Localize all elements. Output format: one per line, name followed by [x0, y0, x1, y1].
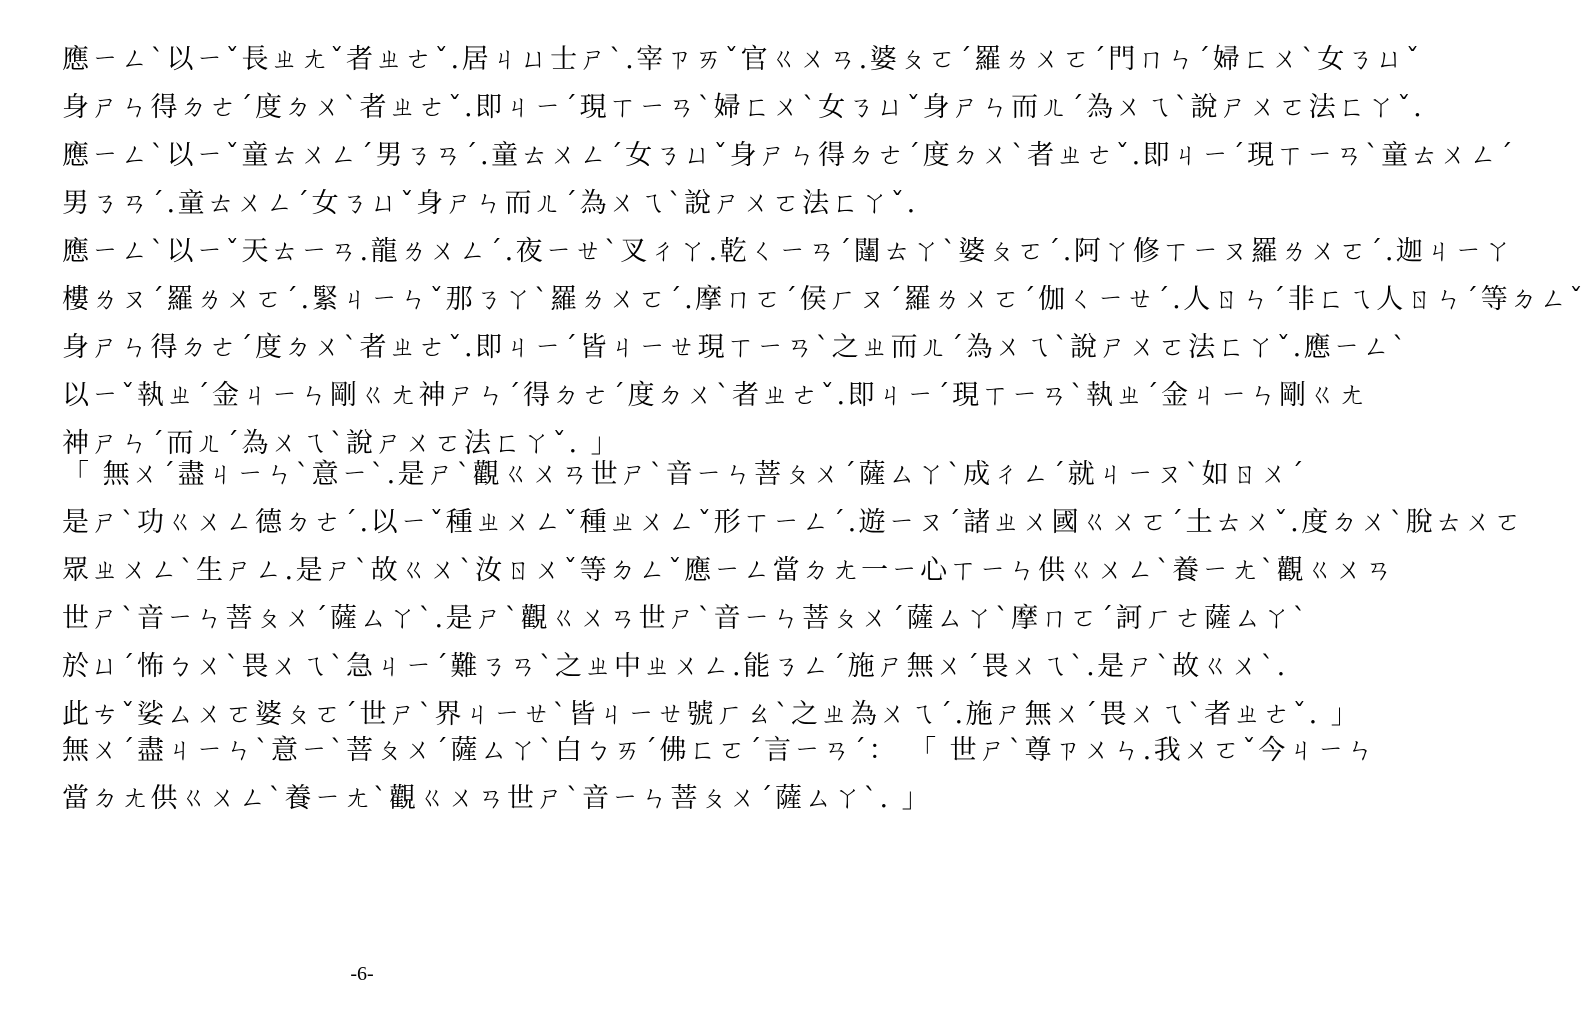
- text-line: 「 無ㄨˊ盡ㄐㄧㄣˋ意ㄧˋ.是ㄕˋ觀ㄍㄨㄢ世ㄕˋ音ㄧㄣ菩ㄆㄨˊ薩ㄙㄚˋ成ㄔㄥˊ就ㄐㄧㄡˋ如ㄖㄨˊ: [62, 459, 1307, 490]
- paragraph-1: [62, 36, 1585, 468]
- text-line: 應ㄧㄥˋ以ㄧˇ長ㄓㄤˇ者ㄓㄜˇ.居ㄐㄩ士ㄕˋ.宰ㄗㄞˇ官ㄍㄨㄢ.婆ㄆㄛˊ羅ㄌㄨㄛˊ門ㄇㄣˊ婦ㄈㄨˋ女ㄋㄩˇ: [62, 44, 1422, 75]
- text-line: 以ㄧˇ執ㄓˊ金ㄐㄧㄣ剛ㄍㄤ神ㄕㄣˊ得ㄉㄜˊ度ㄉㄨˋ者ㄓㄜˇ.即ㄐㄧˊ現ㄒㄧㄢˋ執ㄓˊ金ㄐㄧㄣ剛ㄍㄤ: [62, 380, 1368, 411]
- text-line: 身ㄕㄣ得ㄉㄜˊ度ㄉㄨˋ者ㄓㄜˇ.即ㄐㄧˊ現ㄒㄧㄢˋ婦ㄈㄨˋ女ㄋㄩˇ身ㄕㄣ而ㄦˊ為ㄨㄟˋ說ㄕㄨㄛ法ㄈㄚˇ.: [62, 92, 1425, 123]
- text-line: 男ㄋㄢˊ.童ㄊㄨㄥˊ女ㄋㄩˇ身ㄕㄣ而ㄦˊ為ㄨㄟˋ說ㄕㄨㄛ法ㄈㄚˇ.: [62, 188, 918, 219]
- text-line: 於ㄩˊ怖ㄅㄨˋ畏ㄨㄟˋ急ㄐㄧˊ難ㄋㄢˋ之ㄓ中ㄓㄨㄥ.能ㄋㄥˊ施ㄕ無ㄨˊ畏ㄨㄟˋ.是ㄕˋ故ㄍㄨˋ.: [62, 651, 1288, 682]
- text-line: 樓ㄌㄡˊ羅ㄌㄨㄛˊ.緊ㄐㄧㄣˇ那ㄋㄚˋ羅ㄌㄨㄛˊ.摩ㄇㄛˊ侯ㄏㄡˊ羅ㄌㄨㄛˊ伽ㄑㄧㄝˊ.人ㄖㄣˊ非ㄈㄟ人ㄖㄣˊ等ㄉㄥˇ: [62, 284, 1585, 315]
- text-line: 應ㄧㄥˋ以ㄧˇ天ㄊㄧㄢ.龍ㄌㄨㄥˊ.夜ㄧㄝˋ叉ㄔㄚ.乾ㄑㄧㄢˊ闥ㄊㄚˋ婆ㄆㄛˊ.阿ㄚ修ㄒㄧㄡ羅ㄌㄨㄛˊ.迦ㄐㄧㄚ: [62, 236, 1514, 267]
- paragraph-3: [62, 727, 1377, 823]
- text-line: 眾ㄓㄨㄥˋ生ㄕㄥ.是ㄕˋ故ㄍㄨˋ汝ㄖㄨˇ等ㄉㄥˇ應ㄧㄥ當ㄉㄤ一ㄧ心ㄒㄧㄣ供ㄍㄨㄥˋ養ㄧㄤˋ觀ㄍㄨㄢ: [62, 555, 1395, 586]
- text-line: 此ㄘˇ娑ㄙㄨㄛ婆ㄆㄛˊ世ㄕˋ界ㄐㄧㄝˋ皆ㄐㄧㄝ號ㄏㄠˋ之ㄓ為ㄨㄟˊ.施ㄕ無ㄨˊ畏ㄨㄟˋ者ㄓㄜˇ. 」: [62, 699, 1361, 730]
- text-line: 應ㄧㄥˋ以ㄧˇ童ㄊㄨㄥˊ男ㄋㄢˊ.童ㄊㄨㄥˊ女ㄋㄩˇ身ㄕㄣ得ㄉㄜˊ度ㄉㄨˋ者ㄓㄜˇ.即ㄐㄧˊ現ㄒㄧㄢˋ童ㄊㄨㄥˊ: [62, 140, 1516, 171]
- text-line: 無ㄨˊ盡ㄐㄧㄣˋ意ㄧˋ菩ㄆㄨˊ薩ㄙㄚˋ白ㄅㄞˊ佛ㄈㄛˊ言ㄧㄢˊ： 「 世ㄕˋ尊ㄗㄨㄣ.我ㄨㄛˇ今ㄐㄧㄣ: [62, 735, 1377, 766]
- page-number: -6-: [350, 963, 374, 985]
- text-line: 身ㄕㄣ得ㄉㄜˊ度ㄉㄨˋ者ㄓㄜˇ.即ㄐㄧˊ皆ㄐㄧㄝ現ㄒㄧㄢˋ之ㄓ而ㄦˊ為ㄨㄟˋ說ㄕㄨㄛ法ㄈㄚˇ.應ㄧㄥˋ: [62, 332, 1409, 363]
- paragraph-2: [62, 451, 1524, 739]
- text-line: 當ㄉㄤ供ㄍㄨㄥˋ養ㄧㄤˋ觀ㄍㄨㄢ世ㄕˋ音ㄧㄣ菩ㄆㄨˊ薩ㄙㄚˋ. 」: [62, 783, 932, 814]
- text-line: 是ㄕˋ功ㄍㄨㄥ德ㄉㄜˊ.以ㄧˇ種ㄓㄨㄥˇ種ㄓㄨㄥˇ形ㄒㄧㄥˊ.遊ㄧㄡˊ諸ㄓㄨ國ㄍㄨㄛˊ土ㄊㄨˇ.度ㄉㄨˋ脫ㄊㄨㄛ: [62, 507, 1524, 538]
- text-line: 神ㄕㄣˊ而ㄦˊ為ㄨㄟˋ說ㄕㄨㄛ法ㄈㄚˇ. 」: [62, 428, 621, 459]
- text-line: 世ㄕˋ音ㄧㄣ菩ㄆㄨˊ薩ㄙㄚˋ.是ㄕˋ觀ㄍㄨㄢ世ㄕˋ音ㄧㄣ菩ㄆㄨˊ薩ㄙㄚˋ摩ㄇㄛˊ訶ㄏㄜ薩ㄙㄚˋ: [62, 603, 1309, 634]
